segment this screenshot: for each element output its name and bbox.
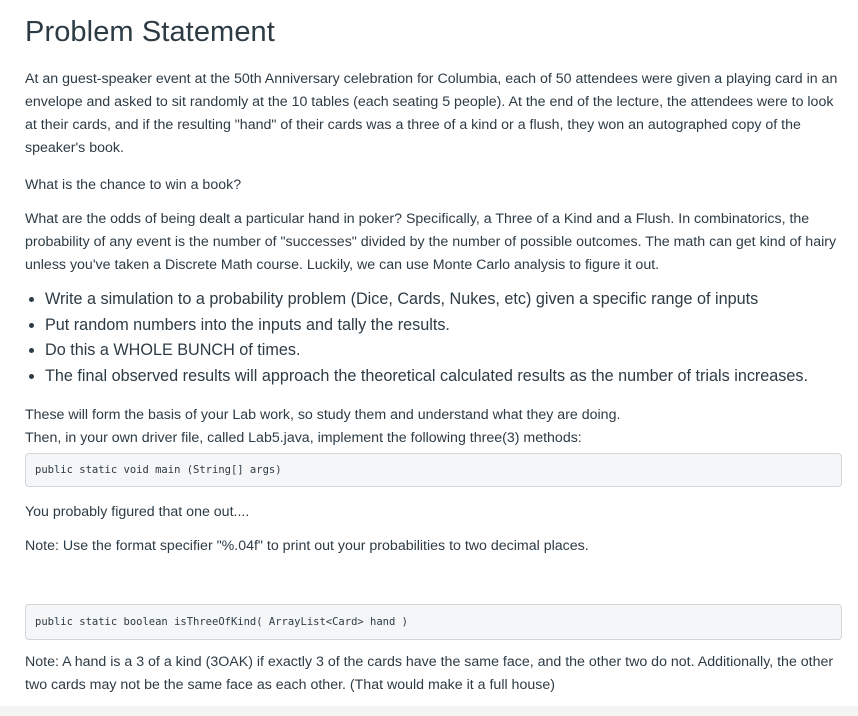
list-item: • Write a simulation to a probability problem (Dice, Cards, Nukes, etc) given a specific range of inputs	[45, 287, 858, 313]
basis-paragraph: These will form the basis of your Lab work, so study them and understand what they are doing.	[25, 407, 621, 423]
list-item: • Put random numbers into the inputs and tally the results.	[45, 313, 858, 339]
driver-paragraph: Then, in your own driver file, called Lab5.java, implement the following three(3) methods:	[25, 430, 582, 446]
code-block-main: public static void main (String[] args)	[25, 453, 842, 487]
figured-paragraph: You probably figured that one out....	[25, 504, 250, 520]
page-title: Problem Statement	[25, 16, 275, 48]
bottom-divider	[0, 706, 858, 716]
list-item: • Do this a WHOLE BUNCH of times.	[45, 338, 858, 364]
three-of-a-kind-note-paragraph: Note: A hand is a 3 of a kind (3OAK) if exactly 3 of the cards have the same face, and the other two do not. Additionally, the other two cards may not be the same face as each other. (That would make it a full house)	[25, 654, 834, 693]
code-block-is-three-of-kind: public static boolean isThreeOfKind( ArrayList<Card> hand )	[25, 604, 842, 640]
monte-carlo-steps-list	[25, 287, 858, 390]
intro-paragraph: At an guest-speaker event at the 50th Anniversary celebration for Columbia, each of 50 attendees were given a playing card in an envelope and asked to sit randomly at the 10 tables (each seating 5 people). At the end of the lecture, the attendees were to look at their cards, and if the resulting "hand" of their cards was a three of a kind or a flush, they won an autographed copy of the speaker's book.	[25, 71, 838, 156]
format-note-paragraph: Note: Use the format specifier "%.04f" to print out your probabilities to two decimal places.	[25, 538, 589, 554]
question-paragraph: What is the chance to win a book?	[25, 177, 242, 193]
odds-paragraph: What are the odds of being dealt a particular hand in poker? Specifically, a Three of a Kind and a Flush. In combinatorics, the probability of any event is the number of "successes" divided by the number of possible outcomes. The math can get kind of hairy unless you've taken a Discrete Math course. Luckily, we can use Monte Carlo analysis to figure it out.	[25, 211, 837, 273]
list-item: • The final observed results will approach the theoretical calculated results as the number of trials increases.	[45, 364, 858, 390]
